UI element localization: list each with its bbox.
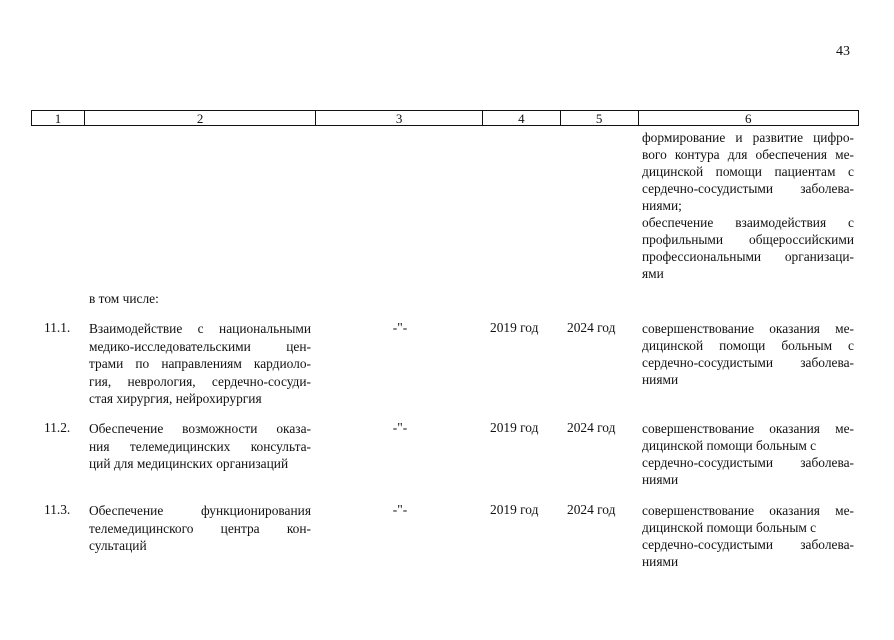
row-result-line: совершенствование оказания ме- [642, 321, 854, 336]
continuation-line: сердечно-сосудистыми заболева- [642, 181, 854, 196]
header-col-5: 5 [561, 111, 639, 125]
row-result-line: дицинской помощи больным с [642, 338, 854, 353]
row-result-line: совершенствование оказания ме- [642, 503, 854, 518]
row-result [642, 320, 854, 388]
continuation-line: профильными общероссийскими [642, 232, 854, 247]
continuation-line: ями [642, 266, 664, 281]
row-result-line: ниями [642, 372, 679, 387]
row-name-line: медико-исследовательскими цен- [89, 338, 311, 354]
row-name-line: ния телемедицинских консульта- [89, 438, 311, 454]
row-result-line: сердечно-сосудистыми заболева- [642, 537, 854, 552]
row-start-year: 2019 год [490, 320, 539, 335]
row-name-line: трами по направлениям кардиоло- [89, 356, 311, 372]
header-col-4: 4 [483, 111, 561, 125]
row-responsible: -"- [392, 502, 408, 517]
row-result [642, 502, 854, 570]
table-header-row [31, 110, 859, 126]
row-start-year: 2019 год [490, 420, 539, 435]
row-result-line: совершенствование оказания ме- [642, 421, 854, 436]
continuation-line: ниями; [642, 198, 682, 213]
row-result-line: дицинской помощи больным с [642, 520, 817, 535]
row-number: 11.3. [44, 502, 71, 517]
row-name-line: ций для медицинских организаций [89, 456, 289, 472]
row-name-line: Обеспечение возможности оказа- [89, 421, 311, 436]
row-responsible: -"- [392, 420, 408, 435]
header-col-6: 6 [745, 111, 752, 126]
header-col-1: 1 [32, 111, 85, 125]
page-number: 43 [836, 44, 850, 59]
row-name-line: телемедицинского центра кон- [89, 520, 311, 536]
continuation-line: формирование и развитие цифро- [642, 130, 854, 145]
row-name-line: Обеспечение функционирования [89, 503, 311, 518]
header-col-3: 3 [316, 111, 483, 125]
continuation-line: обеспечение взаимодействия с [642, 215, 854, 230]
row-start-year: 2019 год [490, 502, 539, 517]
row-result-line: сердечно-сосудистыми заболева- [642, 355, 854, 370]
row-result-line: дицинской помощи больным с [642, 438, 817, 453]
row-name-line: сультаций [89, 538, 147, 554]
row-result [642, 420, 854, 488]
row-result-line: ниями [642, 472, 679, 487]
row-end-year: 2024 год [567, 320, 616, 335]
row-result-line: сердечно-сосудистыми заболева- [642, 455, 854, 470]
row-name [89, 502, 311, 555]
row-result-line: ниями [642, 554, 679, 569]
continuation-line: профессиональными организаци- [642, 249, 854, 264]
continuation-text [642, 129, 854, 282]
row-name [89, 320, 311, 408]
row-end-year: 2024 год [567, 420, 616, 435]
row-name [89, 420, 311, 473]
subheading: в том числе: [89, 291, 159, 306]
row-name-line: Взаимодействие с национальными [89, 321, 311, 336]
row-number: 11.1. [44, 320, 71, 335]
row-name-line: гия, неврология, сердечно-сосуди- [89, 373, 311, 389]
row-end-year: 2024 год [567, 502, 616, 517]
continuation-line: вого контура для обеспечения ме- [642, 147, 854, 162]
row-number: 11.2. [44, 420, 71, 435]
header-col-2: 2 [85, 111, 316, 125]
row-name-line: стая хирургия, нейрохирургия [89, 391, 262, 407]
continuation-line: дицинской помощи пациентам с [642, 164, 854, 179]
row-responsible: -"- [392, 320, 408, 335]
